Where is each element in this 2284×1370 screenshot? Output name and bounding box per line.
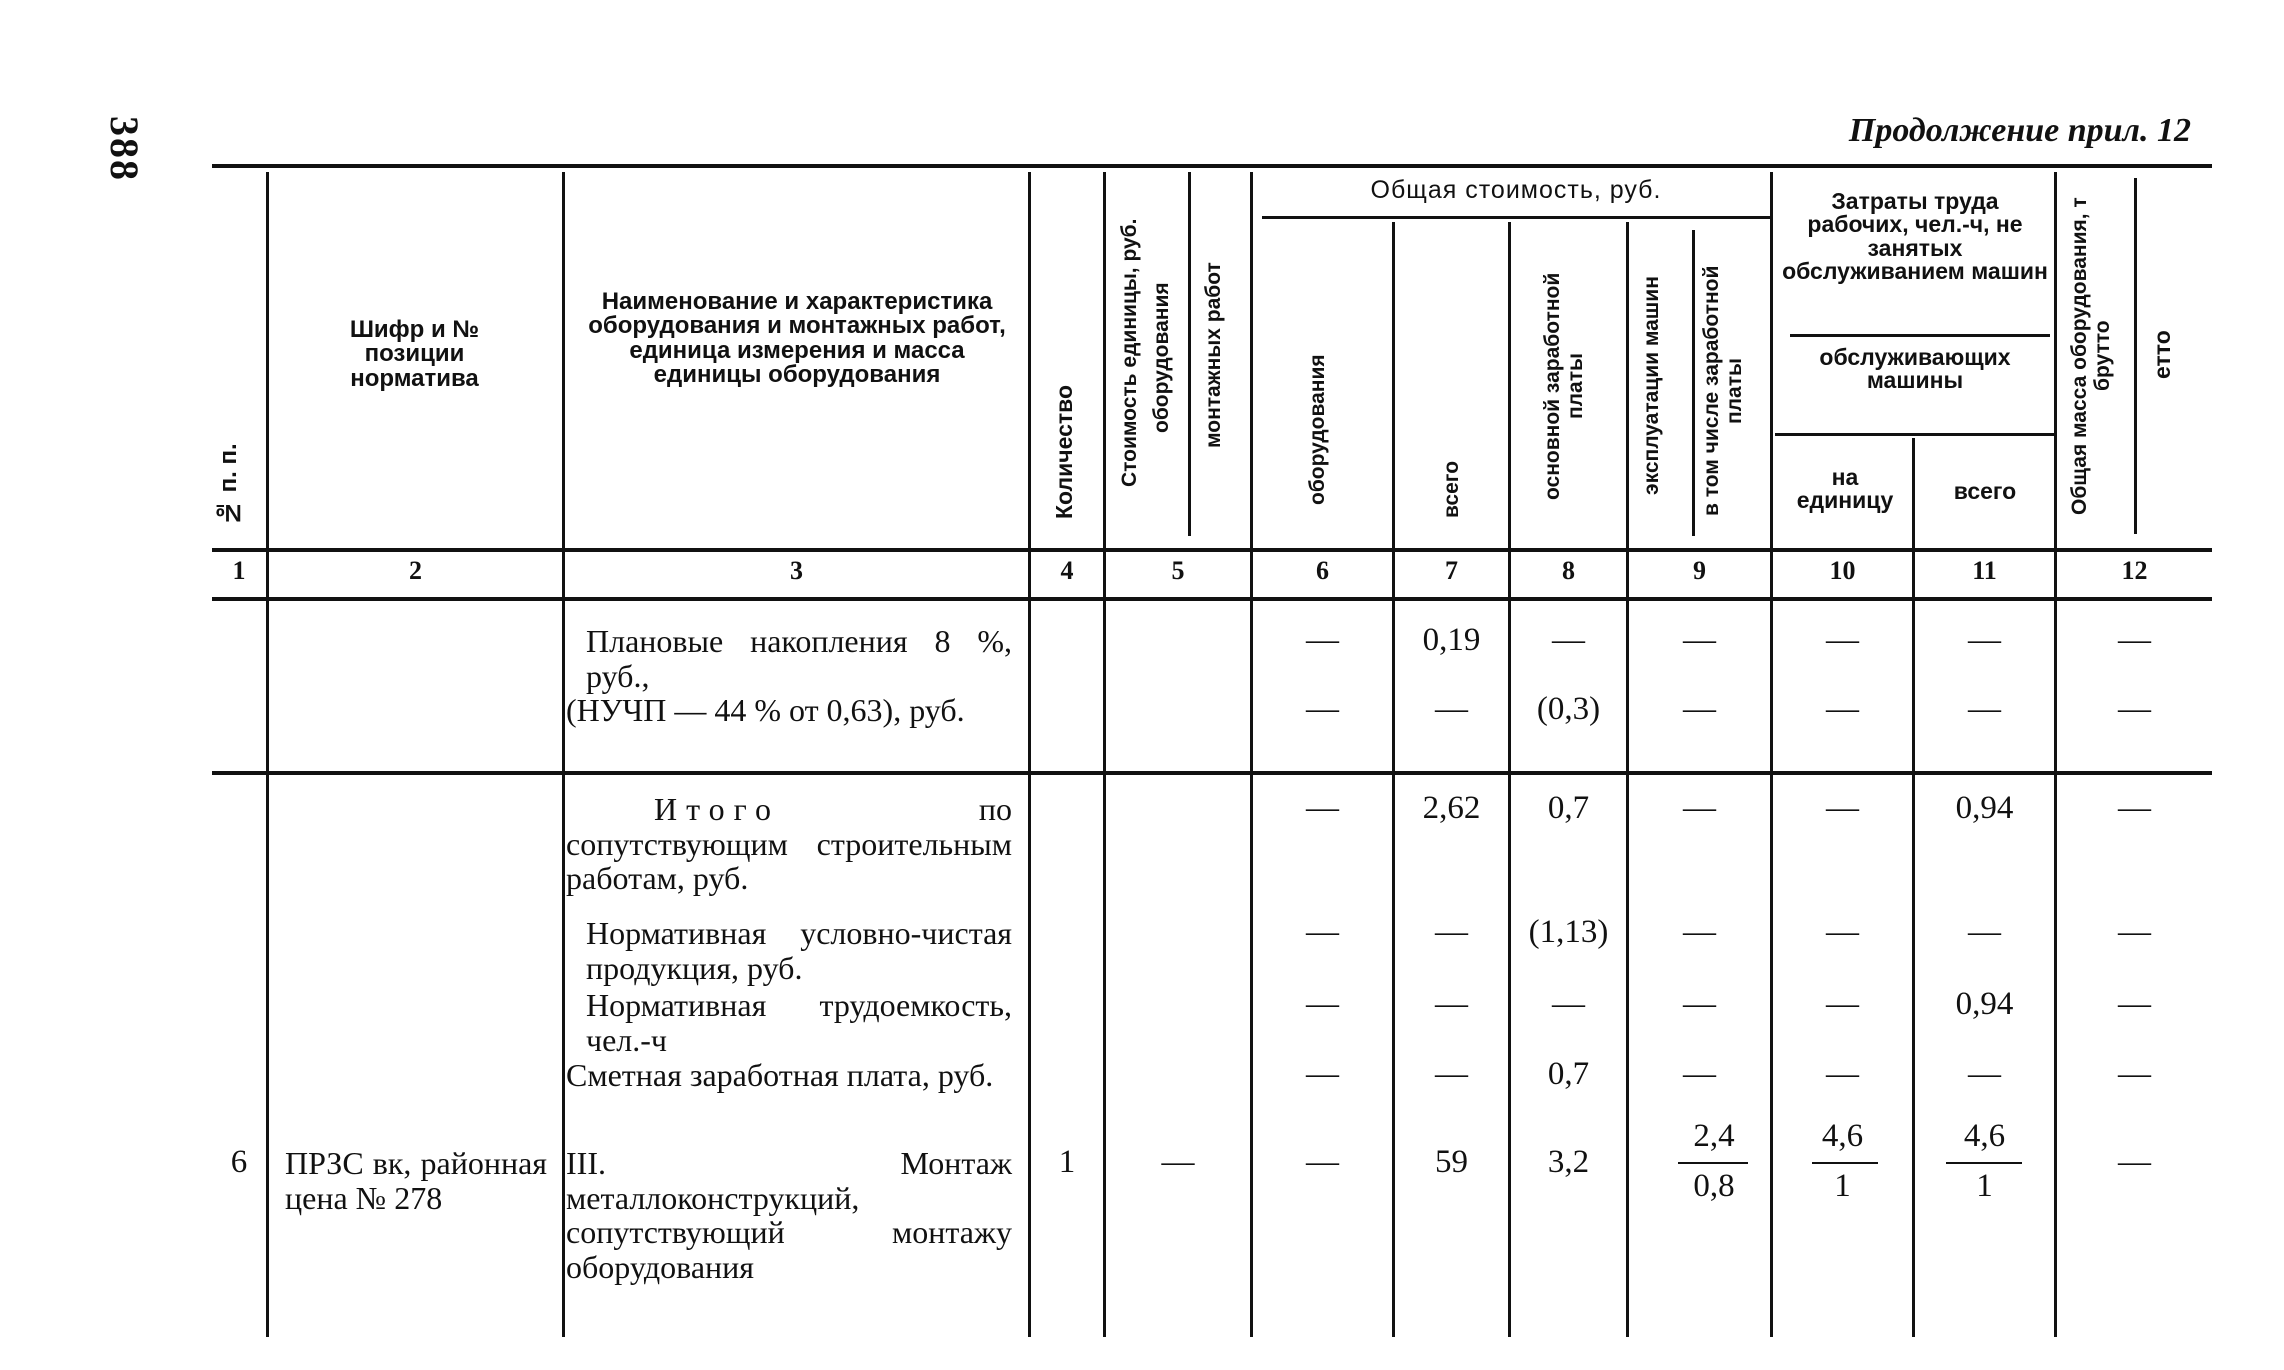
cell: — (1306, 986, 1339, 1022)
cell: — (2118, 622, 2151, 658)
cell: — (1826, 622, 1859, 658)
cell: — (2118, 914, 2151, 950)
cell-fraction-top: 4,6 (1963, 1118, 2006, 1154)
cell-fraction-bottom: 1 (1976, 1168, 1993, 1204)
header-unit-cost-installation: монтажных работ (1202, 262, 1225, 448)
cell-fraction-bottom: 1 (1834, 1168, 1851, 1204)
row-description: III. Монтаж металлоконструкций, сопутствующий монтажу оборудования (566, 1145, 1012, 1285)
header-quantity: Количество (1051, 384, 1077, 520)
col-number: 8 (1562, 556, 1575, 585)
cell: — (1683, 790, 1716, 826)
running-title: Продолжение прил. 12 (1848, 112, 2191, 149)
row-wage: Сметная заработная плата, руб. (566, 1057, 994, 1093)
cell: — (1435, 1056, 1468, 1092)
cell: 0,19 (1422, 622, 1481, 658)
col-number: 5 (1171, 556, 1185, 585)
col-number: 11 (1972, 556, 1997, 585)
header-labor: Затраты труда рабочих, чел.-ч, не занятых обслуживанием машин (1782, 188, 2048, 285)
col-number: 6 (1316, 556, 1329, 585)
col-number: 3 (790, 556, 803, 585)
cell: — (1826, 790, 1859, 826)
cell: — (1435, 986, 1468, 1022)
cell: — (1683, 914, 1716, 950)
header-total-cost: Общая стоимость, руб. (1370, 176, 1662, 204)
header-mass-netto: етто (2149, 330, 2175, 380)
header-labor-total: всего (1953, 478, 2017, 504)
cell: — (1552, 986, 1585, 1022)
cell: — (1683, 622, 1716, 658)
cell: — (1435, 691, 1468, 727)
cell: — (2118, 1056, 2151, 1092)
page-number: 388 (102, 116, 147, 182)
cell: 0,7 (1547, 790, 1590, 826)
cell: — (1826, 691, 1859, 727)
cell: 0,94 (1955, 986, 2014, 1022)
header-total-all: всего (1440, 460, 1463, 518)
cell: — (1683, 1056, 1716, 1092)
row-code: ПРЗС вк, районная цена № 278 (285, 1145, 547, 1216)
cell: — (1683, 986, 1716, 1022)
header-machine-operation: эксплуатации машин (1640, 276, 1663, 496)
header-mass: Общая масса оборудования, т брутто (2068, 197, 2115, 515)
cell: — (1306, 1144, 1339, 1180)
header-per-unit: на единицу (1796, 464, 1894, 514)
cell: — (1306, 691, 1339, 727)
cell: — (1826, 914, 1859, 950)
cell: — (1306, 622, 1339, 658)
cell: 59 (1435, 1144, 1468, 1180)
col-number: 1 (232, 556, 246, 585)
header-labor-machines: обслуживающих машины (1819, 344, 2011, 394)
cell: — (2118, 790, 2151, 826)
header-row-number: № п. п. (215, 443, 242, 527)
cell: — (2118, 691, 2151, 727)
col-number: 9 (1693, 556, 1706, 585)
cell-fraction-top: 4,6 (1821, 1118, 1864, 1154)
cell: — (1161, 1144, 1195, 1180)
cell: — (1306, 1056, 1339, 1092)
row-labor-intensity: Нормативная трудоемкость, чел.-ч (586, 987, 1012, 1058)
row-nuchp: (НУЧП — 44 % от 0,63), руб. (566, 692, 965, 728)
cell: — (1683, 691, 1716, 727)
row-total (566, 792, 1012, 896)
row-planned-savings: Плановые накопления 8 %, руб., (586, 623, 1012, 694)
cell: — (1826, 1056, 1859, 1092)
cell-fraction-bottom: 0,8 (1693, 1168, 1735, 1204)
cell: 0,7 (1547, 1056, 1590, 1092)
col-number: 10 (1829, 556, 1856, 585)
header-code: Шифр и № позиции норматива (349, 316, 480, 392)
cell: — (1552, 622, 1585, 658)
cell: — (1306, 914, 1339, 950)
cell: — (2118, 986, 2151, 1022)
cell: — (1435, 914, 1468, 950)
header-unit-cost-equipment: оборудования (1150, 282, 1173, 433)
cell: 3,2 (1547, 1144, 1590, 1180)
cell: 1 (1058, 1144, 1076, 1180)
row-number: 6 (230, 1144, 248, 1180)
cell: — (1968, 914, 2001, 950)
col-number: 12 (2121, 556, 2148, 585)
header-total-equipment: оборудования (1306, 354, 1329, 506)
header-machine-wage: в том числе заработной платы (1700, 265, 1747, 517)
cell: — (1306, 790, 1339, 826)
cell-fraction-top: 2,4 (1693, 1118, 1735, 1154)
col-number: 2 (409, 556, 422, 585)
col-number: 4 (1060, 556, 1074, 585)
row-net-product: Нормативная условно-чистая продукция, руб. (586, 915, 1012, 986)
header-unit-cost: Стоимость единицы, руб. (1118, 218, 1141, 488)
header-name: Наименование и характеристика оборудования и монтажных работ, единица измерения и масса единицы оборудования (588, 288, 1006, 389)
total-text: по сопутствующим строительным работам, руб. (566, 791, 1012, 897)
cell: (1,13) (1528, 914, 1609, 950)
cell: — (1968, 691, 2001, 727)
total-word: Итого (654, 791, 780, 827)
cell: 0,94 (1955, 790, 2014, 826)
cell: 2,62 (1422, 790, 1481, 826)
cell: — (1826, 986, 1859, 1022)
col-number: 7 (1445, 556, 1458, 585)
cell: — (2118, 1144, 2151, 1180)
cell: — (1968, 1056, 2001, 1092)
header-total-wage: основной заработной платы (1541, 272, 1588, 500)
cell: (0,3) (1536, 691, 1601, 727)
cell: — (1968, 622, 2001, 658)
